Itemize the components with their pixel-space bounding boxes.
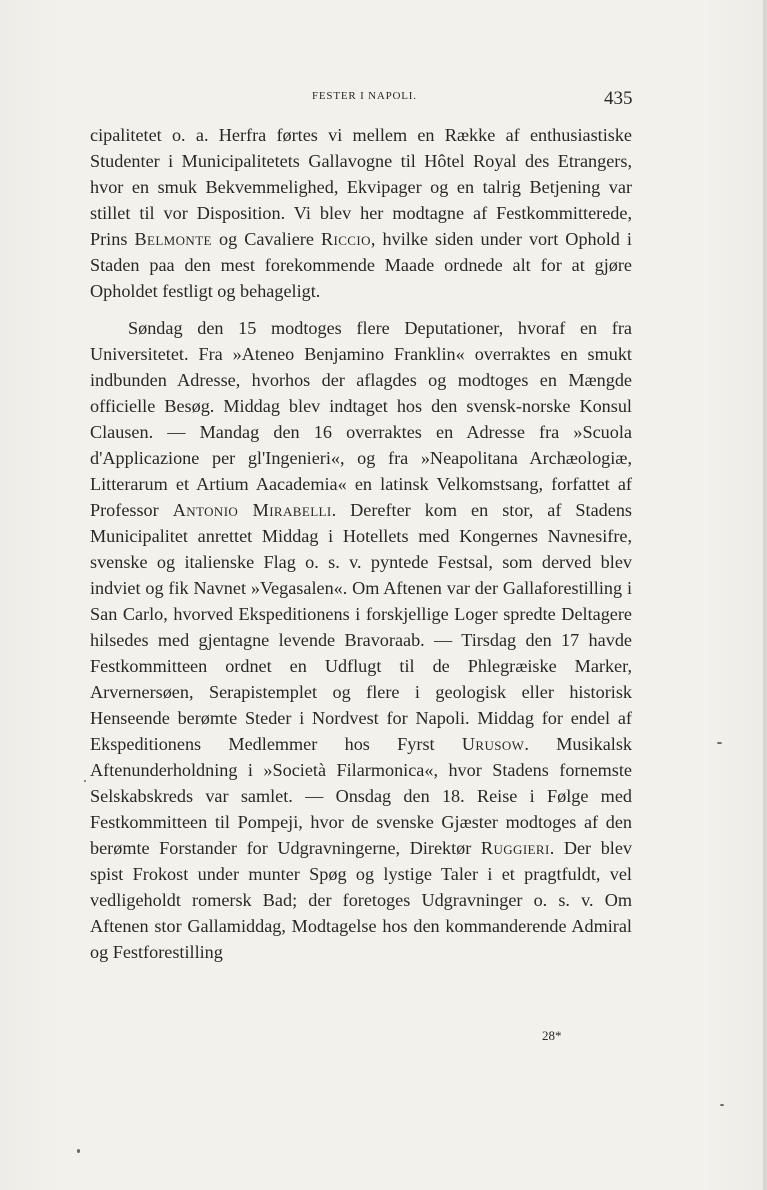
- running-title: FESTER I NAPOLI.: [312, 90, 417, 102]
- paper-speck: [77, 1149, 80, 1153]
- signature-mark: 28*: [542, 1028, 562, 1043]
- person-name: Riccio: [320, 229, 371, 249]
- page-header: [0, 88, 767, 112]
- text-run: cipalitetet o. a. Herfra førtes vi mellem en Række af enthusiastiske Studenter i Municipalitetets Gallavogne til Hôtel Royal des Etrangers, hvor en smuk Bekvemmelighed, Ekvipager og en talrig Betjening var stillet til vor Disposition. Vi blev her modtagne af Festkommitterede, Prins: [90, 125, 632, 249]
- paper-speck: [84, 780, 86, 782]
- body-text: [90, 122, 632, 965]
- paper-speck: [720, 1104, 724, 1106]
- page-edge: [763, 0, 767, 1190]
- text-run: . Der blev spist Frokost under munter Spøg og lystige Taler i et pragtfuldt, vel vedligeholdt romersk Bad; der foretoges Udgravninger o. s. v. Om Aftenen stor Gallamiddag, Modtagelse hos den kommanderende Admiral og Festforestilling: [90, 838, 633, 962]
- text-run: Søndag den 15 modtoges flere Deputationer, hvoraf en fra Universitetet. Fra »Ateneo Benjamino Franklin« overraktes en smukt indbunden Adresse, hvorhos der aflagdes og modtoges en Mængde officielle Besøg. Middag blev indtaget hos den svensk-norske Konsul Clausen. — Mandag den 16 overraktes en Adresse fra »Scuola d'Applicazione per gl'Ingenieri«, og fra »Neapolitana Archæologiæ, Litterarum et Artium Aacademia« en latinsk Velkomstsang, forfattet af Professor: [90, 318, 632, 520]
- paragraph: [90, 315, 632, 965]
- text-run: . Derefter kom en stor, af Stadens Municipalitet anrettet Middag i Hotellets med Kongernes Navnesifre, svenske og italienske Flag o. s. v. pyntede Festsal, som derved blev indviet og fik Navnet »Vegasalen«. Om Aftenen var der Gallaforestilling i San Carlo, hvorved Ekspeditionens i forskjellige Loger spredte Deltagere hilsedes med gjentagne levende Bravoraab. — Tirsdag den 17 havde Festkommitteen ordnet en Udflugt til de Phlegræiske Marker, Arvernersøen, Serapistemplet og flere i geologisk eller historisk Henseende berømte Steder i Nordvest for Napoli. Middag for endel af Ekspeditionens Medlemmer hos Fyrst: [90, 500, 633, 754]
- page-number: 435: [604, 88, 633, 109]
- person-name: Ruggieri: [480, 838, 550, 858]
- text-run: . Musikalsk Aftenunderholdning i »Società Filarmonica«, hvor Stadens fornemste Selskabskreds var samlet. — Onsdag den 18. Reise i Følge med Festkommitteen til Pompeji, hvor de svenske Gjæster modtoges af den berømte Forstander for Udgravningerne, Direktør: [90, 734, 632, 858]
- text-run: og Cavaliere: [211, 229, 321, 249]
- paragraph: [90, 122, 632, 304]
- person-name: Antonio Mirabelli: [172, 500, 332, 520]
- person-name: Urusow: [461, 734, 525, 754]
- text-run: , hvilke siden under vort Ophold i Staden paa den mest forekommende Maade ordnede alt for at gjøre Opholdet festligt og behageligt.: [90, 229, 632, 301]
- paper-speck: [717, 742, 722, 744]
- person-name: Belmonte: [134, 229, 212, 249]
